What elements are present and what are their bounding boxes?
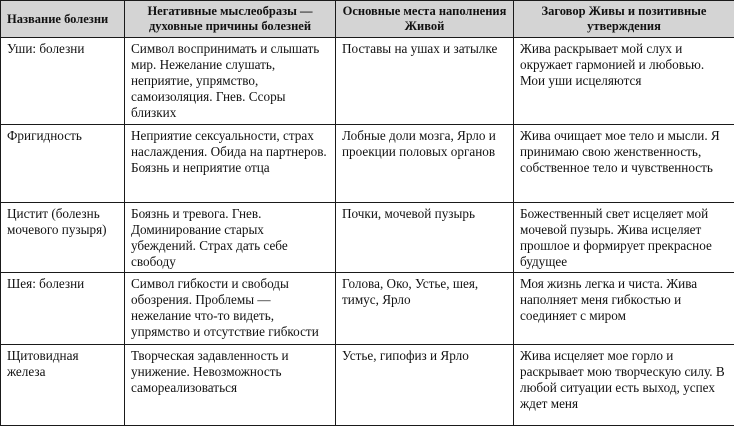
cell-negative-thoughts: Символ воспринимать и слышать мир. Нежелание слушать, неприятие, упрямство, самоизоляция. Гнев. Ссоры близких: [125, 38, 336, 125]
cell-filling-places: Лобные доли мозга, Ярло и проекции половых органов: [336, 125, 514, 203]
header-disease-name: Название болезни: [1, 1, 125, 38]
cell-affirmation: Моя жизнь легка и чиста. Жива наполняет меня гибкостью и соединяет с миром: [514, 273, 734, 345]
table-row: [1, 273, 734, 345]
cell-negative-thoughts: Творческая задавленность и унижение. Невозможность самореализоваться: [125, 345, 336, 426]
cell-disease-name: Цистит (болезнь мочевого пузыря): [1, 203, 125, 273]
cell-filling-places: Голова, Око, Устье, шея, тимус, Ярло: [336, 273, 514, 345]
cell-disease-name: Щитовидная железа: [1, 345, 125, 426]
cell-affirmation: Жива исцеляет мое горло и раскрывает мою творческую силу. В любой ситуации есть выход, успех ждет меня: [514, 345, 734, 426]
cell-filling-places: Поставы на ушах и затылке: [336, 38, 514, 125]
cell-negative-thoughts: Боязнь и тревога. Гнев. Доминирование старых убеждений. Страх дать себе свободу: [125, 203, 336, 273]
cell-affirmation: Жива раскрывает мой слух и окружает гармонией и любовью. Мои уши исцеляются: [514, 38, 734, 125]
header-negative-thoughts: Негативные мыслеобразы — духовные причины болезней: [125, 1, 336, 38]
cell-disease-name: Уши: болезни: [1, 38, 125, 125]
cell-filling-places: Почки, мочевой пузырь: [336, 203, 514, 273]
table-row: [1, 125, 734, 203]
cell-disease-name: Шея: болезни: [1, 273, 125, 345]
cell-negative-thoughts: Символ гибкости и свободы обозрения. Проблемы — нежелание что-то видеть, упрямство и отсутствие гибкости: [125, 273, 336, 345]
cell-affirmation: Жива очищает мое тело и мысли. Я принимаю свою женственность, собственное тело и чувственность: [514, 125, 734, 203]
table-header-row: [1, 1, 734, 38]
cell-filling-places: Устье, гипофиз и Ярло: [336, 345, 514, 426]
header-filling-places: Основные места наполнения Живой: [336, 1, 514, 38]
cell-disease-name: Фригидность: [1, 125, 125, 203]
table-row: [1, 38, 734, 125]
cell-negative-thoughts: Неприятие сексуальности, страх наслаждения. Обида на партнеров. Боязнь и неприятие отца: [125, 125, 336, 203]
header-affirmations: Заговор Живы и позитивные утверждения: [514, 1, 734, 38]
table-row: [1, 203, 734, 273]
cell-affirmation: Божественный свет исцеляет мой мочевой пузырь. Жива исцеляет прошлое и формирует прекрасное будущее: [514, 203, 734, 273]
table-row: [1, 345, 734, 426]
